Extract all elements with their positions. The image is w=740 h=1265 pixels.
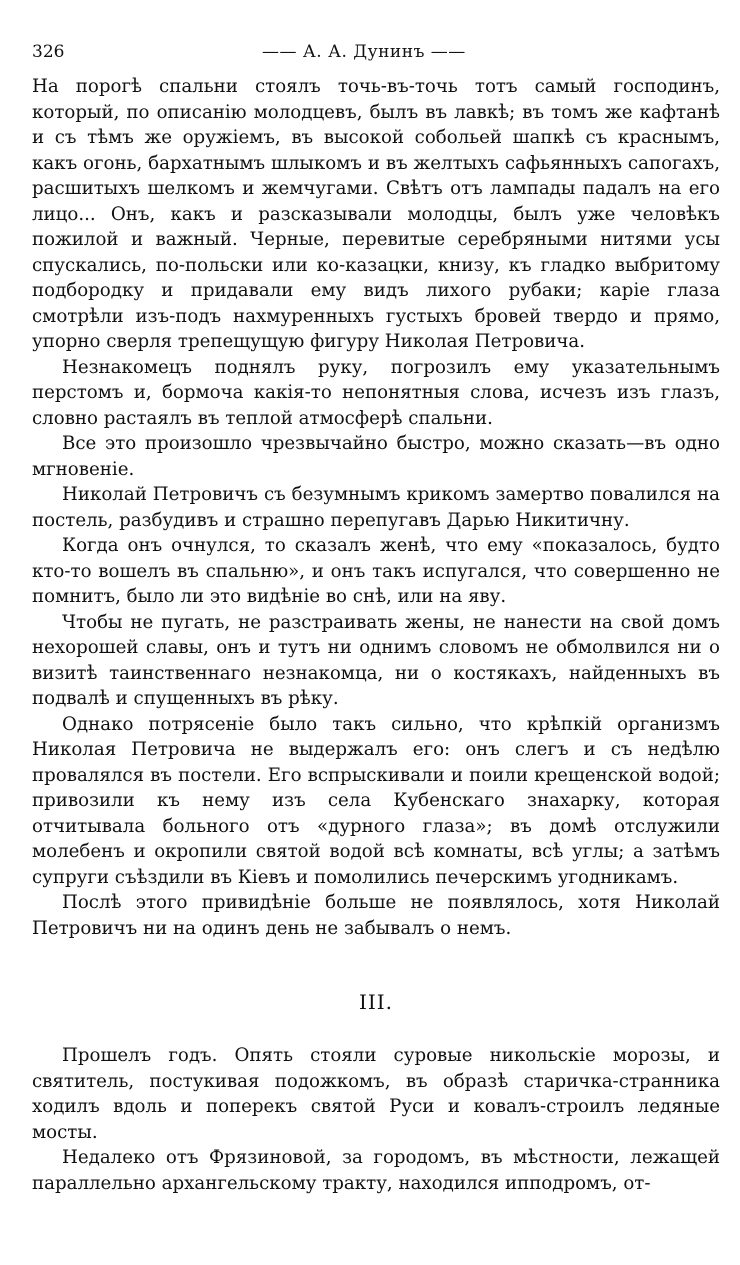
paragraph-collapse: Николай Петровичъ съ безумнымъ крикомъ замертво повалился на постель, разбудивъ и страшно перепугавъ Дарью Никитичну.	[32, 484, 720, 531]
paragraph-stranger-description: На порогѣ спальни стоялъ точь-въ-точь тотъ самый господинъ, который, по описанію молодцевъ, былъ въ лавкѣ; въ томъ же кафтанѣ и съ тѣмъ же оружіемъ, въ высокой собольей шапкѣ съ краснымъ, какъ огонь, бархатнымъ шлыкомъ и въ желтыхъ сафьянныхъ сапогахъ, расшитыхъ шелкомъ и жемчугами. Свѣтъ отъ лампады падалъ на его лицо... Онъ, какъ и разсказывали молодцы, былъ уже человѣкъ пожилой и важный. Черные, перевитые серебряными нитями усы спускались, по-польски или ко-казацки, книзу, къ гладко выбритому подбородку и придавали ему видъ лихого рубаки; каріе глаза смотрѣли изъ-подъ нахмуренныхъ густыхъ бровей твердо и прямо, упорно сверля трепещущую фигуру Николая Петровича.	[32, 76, 720, 352]
page-number: 326	[32, 42, 65, 62]
running-head-author: —— А. А. Дунинъ ——	[262, 42, 466, 62]
paragraph-stranger-vanishes: Незнакомецъ поднялъ руку, погрозилъ ему указательнымъ перстомъ и, бормоча какія-то непонятныя слова, исчезъ изъ глазъ, словно растаялъ въ теплой атмосферѣ спальни.	[32, 356, 720, 429]
paragraph-year-passed: Прошелъ годъ. Опять стояли суровые никольскіе морозы, и святитель, постукивая подожкомъ, въ образѣ старичка-странника ходилъ вдоль и поперекъ святой Руси и ковалъ-строилъ ледяные мосты.	[32, 1045, 720, 1143]
chapter-heading: III.	[358, 990, 394, 1014]
paragraph-hippodrome: Недалеко отъ Фрязиновой, за городомъ, въ мѣстности, лежащей параллельно архангельскому тракту, находился ипподромъ, от-	[32, 1147, 720, 1194]
page-body	[32, 74, 720, 1196]
paragraph-illness: Однако потрясеніе было такъ сильно, что крѣпкій организмъ Николая Петровича не выдержалъ его: онъ слегъ и съ недѣлю провалялся въ постели. Его вспрыскивали и поили крещенской водой; привозили къ нему изъ села Кубенскаго знахарку, которая отчитывала больного отъ «дурного глаза»; въ домѣ отслужили молебенъ и окропили святой водой всѣ комнаты, всѣ углы; а затѣмъ супруги съѣздили въ Кіевъ и помолились печерскимъ угодникамъ.	[32, 713, 720, 888]
paragraph-silence: Чтобы не пугать, не разстраивать жены, не нанести на свой домъ нехорошей славы, онъ и тутъ ни однимъ словомъ не обмолвился ни о визитѣ таинственнаго незнакомца, ни о костякахъ, найденныхъ въ подвалѣ и спущенныхъ въ рѣку.	[32, 611, 720, 709]
paragraph-instant: Все это произошло чрезвычайно быстро, можно сказать—въ одно мгновеніе.	[32, 433, 720, 480]
page-header	[32, 40, 722, 64]
paragraph-afterward: Послѣ этого привидѣніе больше не появлялось, хотя Николай Петровичъ ни на одинъ день не забывалъ о немъ.	[32, 892, 720, 939]
paragraph-awakening: Когда онъ очнулся, то сказалъ женѣ, что ему «показалось, будто кто-то вошелъ въ спальню», и онъ такъ испугался, что совершенно не помнитъ, было ли это видѣніе во снѣ, или на яву.	[32, 535, 720, 607]
